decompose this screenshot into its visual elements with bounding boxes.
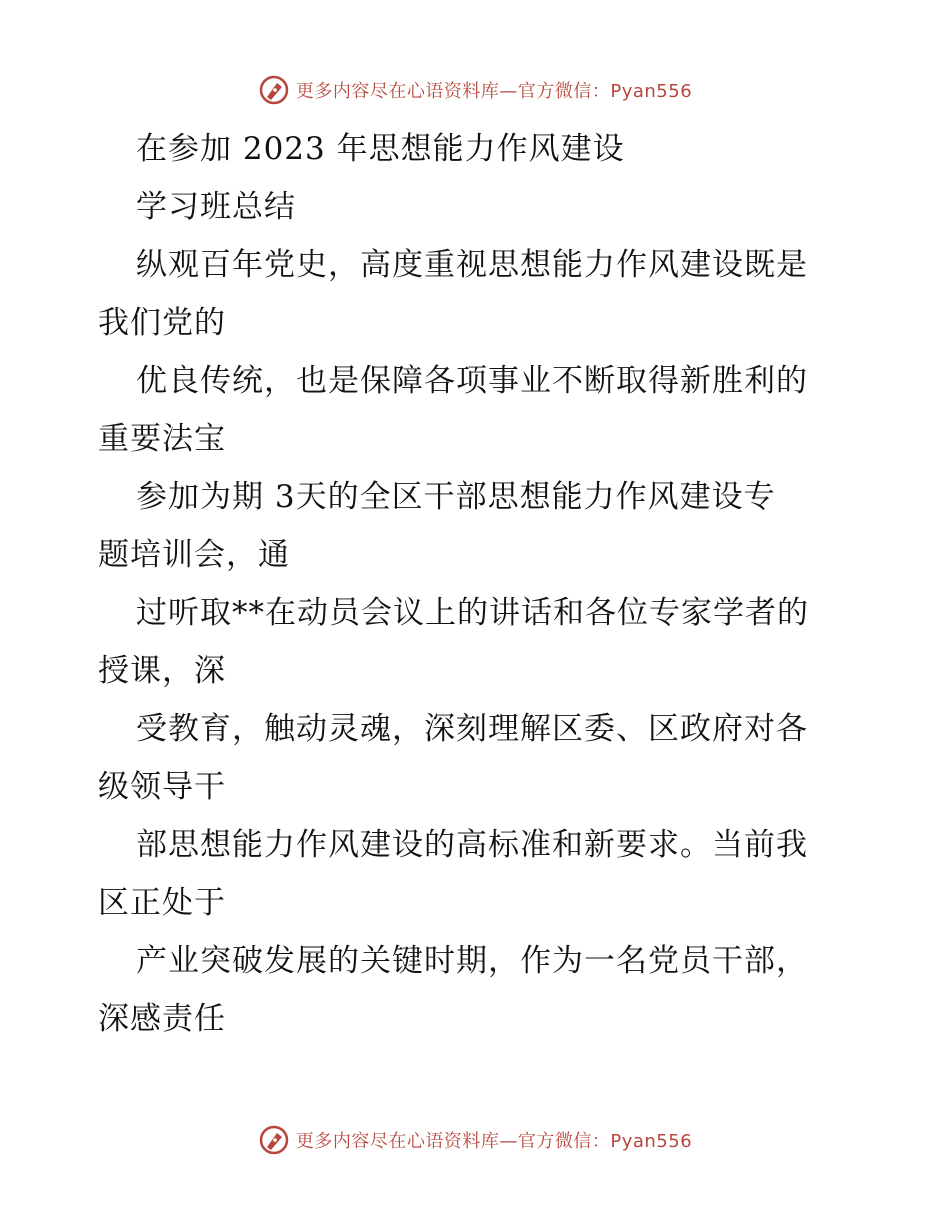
- text-line: 优良传统，也是保障各项事业不断取得新胜利的: [136, 363, 808, 399]
- text-line: 产业突破发展的关键时期，作为一名党员干部，: [136, 943, 808, 979]
- text-line: 受教育，触动灵魂，深刻理解区委、区政府对各: [136, 711, 808, 747]
- text-line: 深感责任: [98, 1001, 226, 1037]
- text-line: 学习班总结: [136, 189, 296, 225]
- pen-nib-logo-icon: [258, 1124, 290, 1156]
- text-line: 过听取**在动员会议上的讲话和各位专家学者的: [136, 595, 809, 631]
- footer-banner: [0, 1120, 950, 1160]
- text-line: 授课，深: [98, 653, 226, 689]
- text-line: 参加为期 3天的全区干部思想能力作风建设专: [136, 479, 776, 515]
- text-line: 纵观百年党史，高度重视思想能力作风建设既是: [136, 247, 808, 283]
- text-line: 题培训会，通: [98, 537, 290, 573]
- text-line: 我们党的: [98, 305, 226, 341]
- text-line: 重要法宝: [98, 421, 226, 457]
- text-line: 在参加 2023 年思想能力作风建设: [136, 131, 625, 167]
- header-banner: [0, 70, 950, 110]
- text-line: 区正处于: [98, 885, 226, 921]
- banner-text: 更多内容尽在心语资料库—官方微信：Pyan556: [295, 81, 693, 102]
- banner-text: 更多内容尽在心语资料库—官方微信：Pyan556: [295, 1131, 693, 1152]
- pen-nib-logo-icon: [258, 74, 290, 106]
- text-line: 部思想能力作风建设的高标准和新要求。当前我: [136, 827, 808, 863]
- text-line: 级领导干: [98, 769, 226, 805]
- document-body: [98, 120, 858, 1048]
